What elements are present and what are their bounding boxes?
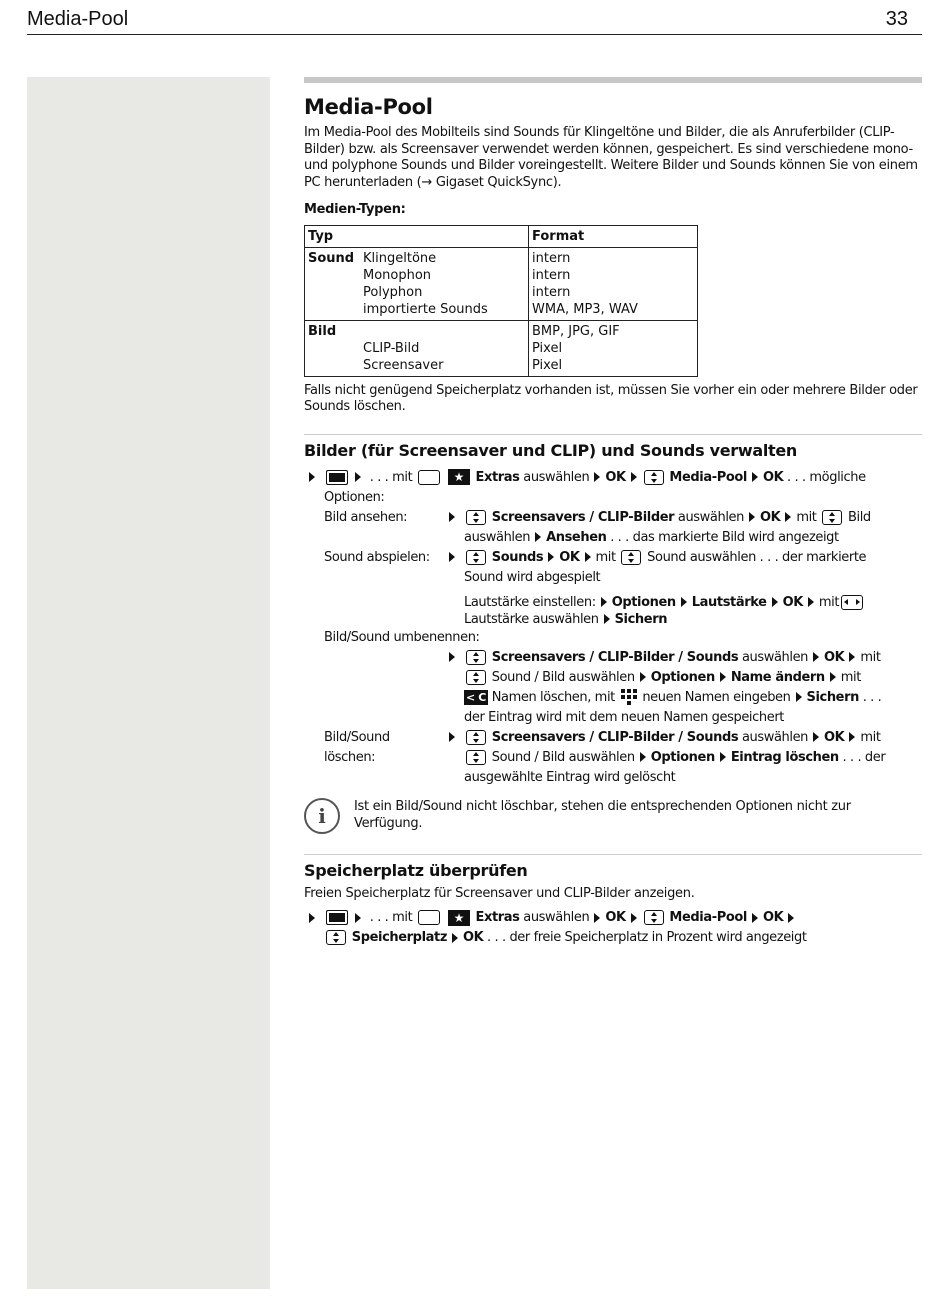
section-title-speicherplatz: Speicherplatz überprüfen [304, 860, 528, 880]
menu-key-icon [326, 470, 348, 485]
arrow-icon [604, 614, 610, 624]
option-sound-abspielen: Sound abspielen: Sounds OK mit Sound auswählen . . . der markierte Sound wird abgespielt [304, 548, 922, 588]
option-loeschen: Bild/Sound löschen: Screensavers / CLIP-Bilder / Sounds auswählen OK mit Sound / Bild auswählen Optionen Eintrag löschen . . . der ausgewählte Eintrag wird gelöscht [304, 728, 922, 788]
format-value: intern [532, 250, 571, 266]
arrow-icon [772, 597, 778, 607]
updown-key-icon [466, 730, 486, 745]
storage-note: Falls nicht genügend Speicherplatz vorhanden ist, müssen Sie vorher ein oder mehrere Bilder oder Sounds löschen. [304, 382, 918, 414]
option-label: Bild/Sound löschen: [324, 729, 390, 765]
sound-item: Polyphon [363, 284, 423, 300]
arrow-icon [681, 597, 687, 607]
sound-item: Monophon [363, 267, 432, 283]
section-top-bar [304, 77, 922, 83]
updown-key-icon [466, 670, 486, 685]
leftright-key-icon [841, 595, 863, 610]
updown-key-icon [644, 910, 664, 925]
arrow-icon [830, 672, 836, 682]
step-arrow-icon [449, 732, 455, 742]
format-value: intern [532, 267, 571, 283]
arrow-icon [849, 652, 855, 662]
format-value: Pixel [532, 340, 563, 356]
step-open-media-pool: . . . mit ★ Extras auswählen OK Media-Pool OK . . . mögliche Optionen: [304, 468, 922, 508]
format-value: WMA, MP3, WAV [532, 301, 638, 317]
arrow-icon [355, 472, 361, 482]
arrow-icon [640, 752, 646, 762]
format-value: intern [532, 284, 571, 300]
media-types-heading: Medien-Typen: [304, 202, 406, 217]
info-icon: i [304, 798, 340, 834]
page-number: 33 [885, 8, 908, 30]
arrow-icon [785, 512, 791, 522]
updown-key-icon [466, 650, 486, 665]
step-arrow-icon [449, 652, 455, 662]
bild-format-cell [529, 320, 698, 376]
star-key-icon: ★ [448, 910, 470, 926]
arrow-icon [631, 913, 637, 923]
option-lautstaerke: Lautstärke einstellen: Optionen Lautstärke OK mit Lautstärke auswählen Sichern [304, 594, 922, 628]
option-label: Bild ansehen: [324, 509, 408, 525]
step-arrow-icon [449, 552, 455, 562]
arrow-icon [548, 552, 554, 562]
arrow-icon [752, 472, 758, 482]
info-note [304, 798, 922, 834]
step-speicherplatz: . . . mit ★ Extras auswählen OK Media-Pool OK Speicherplatz OK . . . der freie Speicherplatz in Prozent wird angezeigt [304, 908, 922, 948]
table-header-format: Format [529, 225, 698, 247]
option-label: Sound abspielen: [324, 549, 430, 565]
section-manage [304, 434, 922, 834]
nav-key-icon [418, 910, 440, 925]
menu-key-icon [326, 910, 348, 925]
arrow-icon [720, 752, 726, 762]
updown-key-icon [822, 510, 842, 525]
format-value: Pixel [532, 357, 563, 373]
arrow-icon [640, 672, 646, 682]
step-arrow-icon [449, 512, 455, 522]
arrow-icon [849, 732, 855, 742]
bild-cell [305, 320, 529, 376]
updown-key-icon [466, 550, 486, 565]
arrow-icon [720, 672, 726, 682]
keypad-icon [621, 689, 637, 705]
format-value: BMP, JPG, GIF [532, 323, 620, 339]
sound-label: Sound [308, 250, 355, 266]
step-arrow-icon [309, 472, 315, 482]
arrow-icon [585, 552, 591, 562]
running-title: Media-Pool [27, 8, 129, 30]
arrow-icon [631, 472, 637, 482]
arrow-icon [813, 732, 819, 742]
updown-key-icon [644, 470, 664, 485]
arrow-icon [355, 913, 361, 923]
option-umbenennen: Screensavers / CLIP-Bilder / Sounds auswählen OK mit Sound / Bild auswählen Optionen Name ändern mit < C Namen löschen, mit neuen Namen eingeben Sichern . . . der Eintrag wird mit dem neuen Namen gespeichert [304, 648, 922, 728]
left-margin-panel [27, 77, 270, 1289]
updown-key-icon [466, 750, 486, 765]
sound-item: Klingeltöne [363, 250, 437, 266]
arrow-icon [752, 913, 758, 923]
arrow-icon [813, 652, 819, 662]
updown-key-icon [621, 550, 641, 565]
sound-cell [305, 247, 529, 320]
arrow-icon [594, 913, 600, 923]
updown-key-icon [466, 510, 486, 525]
page-header [27, 8, 922, 35]
bild-item: Screensaver [363, 357, 444, 373]
nav-key-icon [418, 470, 440, 485]
sound-format-cell [529, 247, 698, 320]
arrow-icon [452, 933, 458, 943]
section-speicherplatz [304, 854, 922, 949]
info-text: Ist ein Bild/Sound nicht löschbar, stehen die entsprechenden Optionen nicht zur Verfügung. [354, 798, 851, 831]
option-bild-ansehen: Bild ansehen: Screensavers / CLIP-Bilder auswählen OK mit Bild auswählen Ansehen . . . das markierte Bild wird angezeigt [304, 508, 922, 548]
arrow-icon [808, 597, 814, 607]
arrow-icon [601, 597, 607, 607]
arrow-icon [535, 532, 541, 542]
arrow-icon [594, 472, 600, 482]
section-title-manage: Bilder (für Screensaver und CLIP) und Sounds verwalten [304, 440, 797, 460]
arrow-icon [788, 913, 794, 923]
option-umbenennen-label [304, 628, 922, 648]
bild-label: Bild [308, 323, 337, 339]
arrow-icon [749, 512, 755, 522]
intro-paragraph: Im Media-Pool des Mobilteils sind Sounds für Klingeltöne und Bilder, die als Anruferbilder (CLIP-Bilder) bzw. als Screensaver verwendet werden können, gespeichert. Es sind verschiedene mono- und polyphone Sounds und Bilder voreingestellt. Weitere Bilder und Sounds können Sie von einem PC herunterladen (→ Gigaset QuickSync). [304, 125, 918, 190]
media-types-table [304, 225, 698, 377]
sound-item: importierte Sounds [363, 301, 488, 317]
table-header-typ: Typ [305, 225, 529, 247]
speicherplatz-intro: Freien Speicherplatz für Screensaver und CLIP-Bilder anzeigen. [304, 885, 695, 901]
bild-item: CLIP-Bild [363, 340, 420, 356]
arrow-icon [796, 692, 802, 702]
step-arrow-icon [309, 913, 315, 923]
option-label: Bild/Sound umbenennen: [324, 629, 480, 645]
main-content [304, 77, 922, 948]
star-key-icon: ★ [448, 469, 470, 485]
page-title: Media-Pool [304, 95, 433, 119]
updown-key-icon [326, 930, 346, 945]
delete-key-icon: < C [464, 690, 488, 705]
